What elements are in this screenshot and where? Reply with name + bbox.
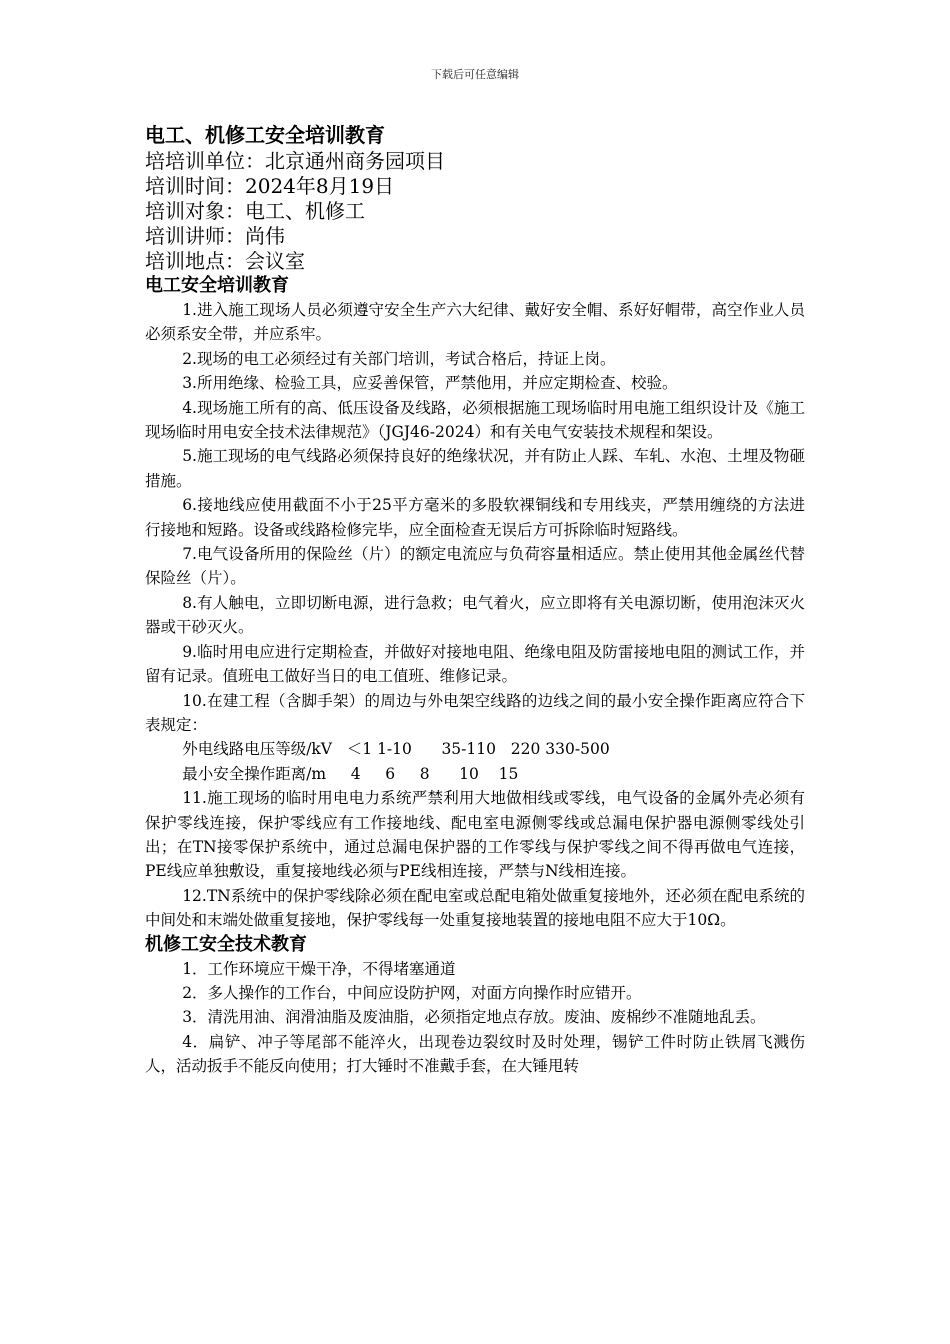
electrician-item-5: 5.施工现场的电气线路必须保持良好的绝缘状况，并有防止人踩、车轧、水泡、土埋及物砸措施。 — [145, 447, 805, 490]
section-mechanic-title: 机修工安全技术教育 — [145, 933, 307, 955]
section-electrician-title: 电工安全培训教育 — [145, 275, 289, 296]
distance-table-distance-row: 最小安全操作距离/m 4 6 8 10 15 — [182, 764, 519, 783]
meta-training-location: 培训地点：会议室 — [145, 249, 305, 273]
meta-training-lecturer: 培训讲师：尚伟 — [145, 224, 285, 248]
electrician-item-7: 7.电气设备所用的保险丝（片）的额定电流应与负荷容量相适应。禁止使用其他金属丝代替保险丝（片）。 — [145, 545, 805, 588]
electrician-item-1: 1.进入施工现场人员必须遵守安全生产六大纪律、戴好安全帽、系好好帽带，高空作业人员必须系安全带，并应系牢。 — [145, 301, 805, 344]
mechanic-item-1: 1．工作环境应干燥干净，不得堵塞通道 — [182, 959, 456, 978]
electrician-item-2: 2.现场的电工必须经过有关部门培训，考试合格后，持证上岗。 — [182, 349, 616, 368]
header-note: 下载后可任意编辑 — [431, 68, 519, 81]
electrician-item-11: 11.施工现场的临时用电电力系统严禁利用大地做相线或零线，电气设备的金属外壳必须有保护零线连接，保护零线应有工作接地线、配电室电源侧零线或总漏电保护器电源侧零线处引出；在TN接零保护系统中，通过总漏电保护器的工作零线与保护零线之间不得再做电气连接，PE线应单独敷设，重复接地线必须与PE线相连接，严禁与N线相连接。 — [145, 789, 805, 881]
mechanic-item-4: 4．扁铲、冲子等尾部不能淬火，出现卷边裂纹时及时处理，锡铲工件时防止铁屑飞溅伤人，活动扳手不能反向使用；打大锤时不准戴手套，在大锤甩转 — [145, 1032, 805, 1076]
document-body — [145, 122, 805, 1079]
mechanic-item-2: 2．多人操作的工作台，中间应设防护网，对面方向操作时应错开。 — [182, 983, 642, 1002]
meta-training-unit: 培培训单位：北京通州商务园项目 — [145, 149, 445, 173]
meta-training-target: 培训对象：电工、机修工 — [145, 199, 365, 223]
electrician-item-10: 10.在建工程（含脚手架）的周边与外电架空线路的边线之间的最小安全操作距离应符合下表规定： — [145, 691, 805, 734]
document-title: 电工、机修工安全培训教育 — [145, 123, 385, 147]
electrician-item-12: 12.TN系统中的保护零线除必须在配电室或总配电箱处做重复接地外，还必须在配电系统的中间处和末端处做重复接地，保护零线每一处重复接地装置的接地电阻不应大于10Ω。 — [145, 886, 805, 930]
meta-training-time: 培训时间：2024年8月19日 — [145, 174, 395, 198]
electrician-item-8: 8.有人触电，立即切断电源，进行急救；电气着火，应立即将有关电源切断，使用泡沫灭火器或干砂灭火。 — [145, 593, 805, 637]
mechanic-item-3: 3．清洗用油、润滑油脂及废油脂，必须指定地点存放。废油、废棉纱不准随地乱丢。 — [182, 1008, 766, 1027]
electrician-item-6: 6.接地线应使用截面不小于25平方毫米的多股软裸铜线和专用线夹，严禁用缠绕的方法进行接地和短路。设备或线路检修完毕，应全面检查无误后方可拆除临时短路线。 — [145, 496, 805, 539]
electrician-item-9: 9.临时用电应进行定期检查，并做好对接地电阻、绝缘电阻及防雷接地电阻的测试工作，并留有记录。值班电工做好当日的电工值班、维修记录。 — [145, 642, 805, 686]
electrician-item-4: 4.现场施工所有的高、低压设备及线路，必须根据施工现场临时用电施工组织设计及《施工现场临时用电安全技术法律规范》（JGJ46-2024）和有关电气安装技术规程和架设。 — [145, 398, 805, 442]
electrician-item-3: 3.所用绝缘、检验工具，应妥善保管，严禁他用，并应定期检查、校验。 — [182, 374, 678, 393]
distance-table-voltage-row: 外电线路电压等级/kV ＜1 1-10 35-110 220 330-500 — [182, 740, 610, 759]
